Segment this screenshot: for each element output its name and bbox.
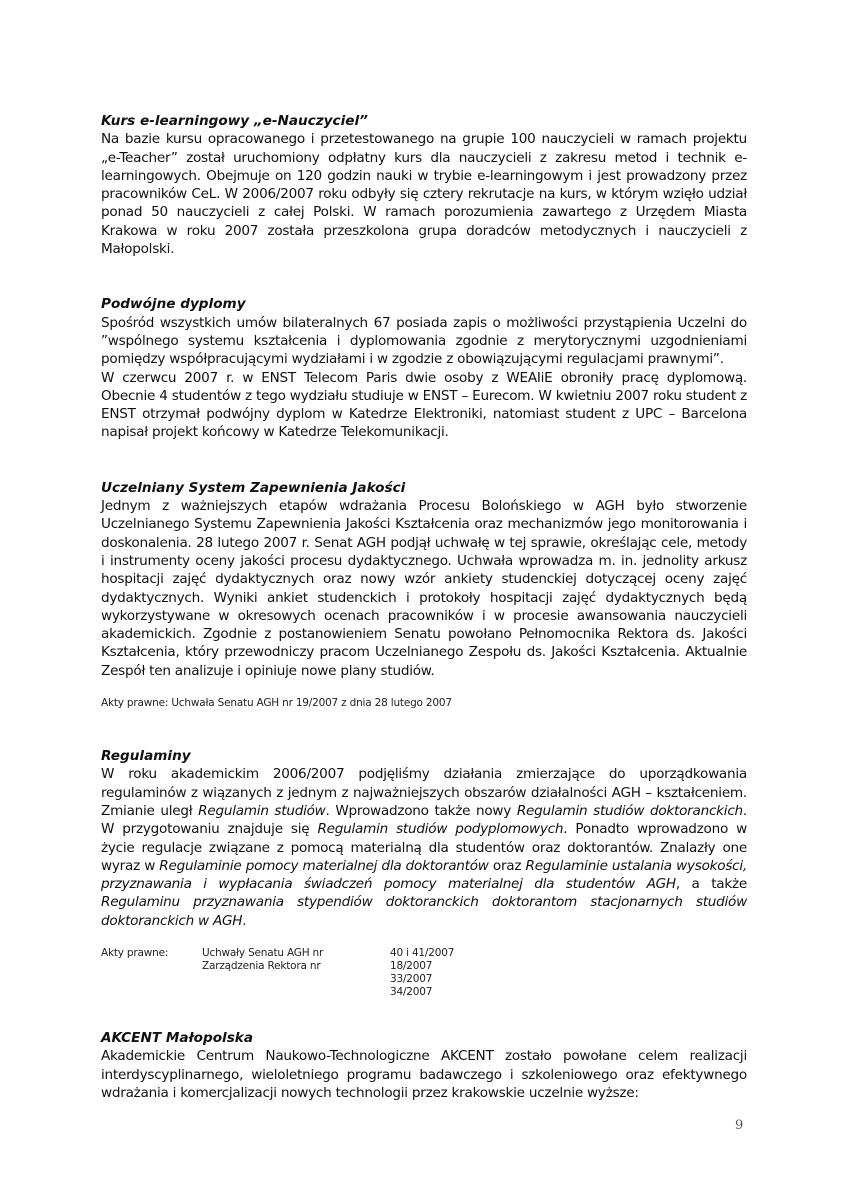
section-paragraph: Spośród wszystkich umów bilateralnych 67 posiada zapis o możliwości przystąpienia Uczelni do ”wspólnego systemu kształcenia i dyplomowania zgodnie z merytorycznymi uzgodnieniami pomiędzy współpracującymi wydziałami i w zgodzie z obowiązującymi regulacjami prawnymi”. [101, 314, 747, 368]
spacer [101, 973, 202, 986]
legal-act-number: 34/2007 [390, 985, 433, 998]
section-paragraph: W czerwcu 2007 r. w ENST Telecom Paris dwie osoby z WEAIiE obroniły pracę dyplomową. Obecnie 4 studentów z tego wydziału studiuje w ENST – Eurecom. W kwietniu 2007 roku student z ENST otrzymał podwójny dyplom w Katedrze Elektroniki, natomiast student z UPC – Barcelona napisał projekt końcowy w Katedrze Telekomunikacji. [101, 369, 747, 441]
section-podwojne-dyplomy [101, 295, 747, 441]
text-run: . [242, 912, 247, 929]
text-run: , a także [675, 876, 747, 893]
legal-act-type: Uchwały Senatu AGH nr [202, 946, 324, 959]
legal-acts-table [101, 947, 747, 999]
section-akcent [101, 1029, 747, 1102]
document-title-italic: Regulamin studiów doktoranckich [516, 802, 743, 819]
section-paragraph: Akademickie Centrum Naukowo-Technologiczne AKCENT zostało powołane celem realizacji interdyscyplinarnego, wieloletniego programu badawczego i szkoleniowego oraz efektywnego wdrażania i komercjalizacji nowych technologii przez krakowskie uczelnie wyższe: [101, 1048, 747, 1101]
spacer [101, 986, 202, 999]
section-heading: Kurs e-learningowy „e-Nauczyciel” [101, 113, 368, 129]
page-number: 9 [735, 1118, 744, 1133]
section-heading: Uczelniany System Zapewnienia Jakości [101, 479, 406, 496]
text-run: . Ponadto wprowadzono w życie regulacje związane z pomocą materialną dla studentów oraz doktorantów. Znalazły one wyraz w [101, 821, 747, 874]
legal-act-type: Zarządzenia Rektora nr [202, 959, 321, 972]
document-title-italic: Regulaminie ustalania wysokości, przyznawania i wypłacania świadczeń pomocy materialnej dla studentów AGH [101, 857, 748, 893]
text-run: . W przygotowaniu znajduje się [101, 802, 747, 838]
legal-act-number: 33/2007 [390, 972, 433, 985]
text-run: W roku akademickim 2006/2007 podjęliśmy działania zmierzające do uporządkowania regulaminów z wiązanych z jednym z najważniejszych obszarów działalności AGH – kształceniem. Zmianie uległ [101, 766, 747, 819]
legal-acts-note: Akty prawne: Uchwała Senatu AGH nr 19/2007 z dnia 28 lutego 2007 [101, 697, 452, 710]
section-paragraph: Jednym z ważniejszych etapów wdrażania Procesu Bolońskiego w AGH było stworzenie Uczelnianego Systemu Zapewnienia Jakości Kształcenia oraz mechanizmów jego monitorowania i doskonalenia. 28 lutego 2007 r. Senat AGH podjął uchwałę w tej sprawie, określając cele, metody i instrumenty oceny jakości procesu dydaktycznego. Uchwała wprowadza m. in. jednolity arkusz hospitacji zajęć dydaktycznych oraz nowy wzór ankiety studenckiej dotyczącej oceny zajęć dydaktycznych. Wyniki ankiet studenckich i protokoły hospitacji zajęć dydaktycznych będą wykorzystywane w okresowych ocenach pracowników i w procesie awansowania nauczycieli akademickich. Zgodnie z postanowieniem Senatu powołano Pełnomocnika Rektora ds. Jakości Kształcenia, który przewodniczy pracom Uczelnianego Zespołu ds. Jakości Kształcenia. Aktualnie Zespół ten analizuje i opiniuje nowe plany studiów. [101, 498, 747, 679]
section-paragraph [101, 765, 747, 930]
document-page [101, 112, 747, 1139]
section-heading: Podwójne dyplomy [101, 296, 246, 313]
legal-act-type [202, 973, 390, 986]
legal-act-type [202, 986, 390, 999]
section-paragraph: Na bazie kursu opracowanego i przetestowanego na grupie 100 nauczycieli w ramach projektu „e-Teacher” został uruchomiony odpłatny kurs dla nauczycieli z zakresu metod i technik e-learningowych. Obejmuje on 120 godzin nauki w trybie e-learningowym i jest prowadzony przez pracowników CeL. W 2006/2007 roku odbyły się cztery rekrutacje na kurs, w którym wzięło udział ponad 50 nauczycieli z całej Polski. W ramach porozumienia zawartego z Urzędem Miasta Krakowa w roku 2007 została przeszkolona grupa doradców metodycznych i nauczycieli z Małopolski. [101, 131, 747, 258]
section-heading: Regulaminy [101, 748, 191, 765]
section-heading: AKCENT Małopolska [101, 1029, 254, 1046]
document-title-italic: Regulamin studiów podyplomowych [317, 821, 564, 838]
document-title-italic: Regulaminie pomocy materialnej dla doktorantów [159, 857, 489, 874]
section-system-jakosci [101, 479, 747, 710]
legal-act-number: 18/2007 [390, 959, 433, 972]
section-regulaminy [101, 747, 747, 999]
legal-acts-label: Akty prawne: [101, 946, 169, 959]
section-e-nauczyciel [101, 112, 747, 258]
legal-act-number: 40 i 41/2007 [390, 946, 455, 959]
spacer [101, 960, 202, 973]
document-title-italic: Regulamin studiów [198, 802, 326, 819]
text-run: . Wprowadzono także nowy [325, 802, 517, 819]
text-run: oraz [488, 857, 526, 874]
document-title-italic: Regulaminu przyznawania stypendiów doktoranckich doktorantom stacjonarnych studiów doktoranckich w AGH [101, 894, 747, 929]
